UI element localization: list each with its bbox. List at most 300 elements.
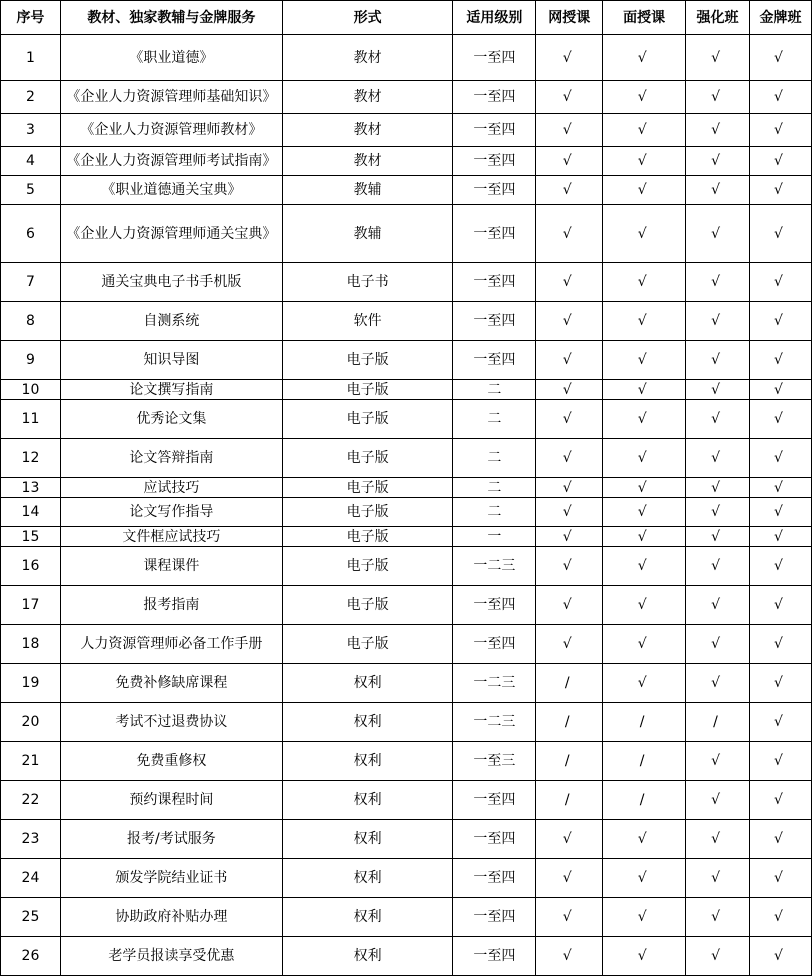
form-cell: 教材 xyxy=(282,35,453,81)
check-mark-icon: √ xyxy=(711,558,720,574)
row-number-cell: 25 xyxy=(1,898,61,937)
table-row xyxy=(1,742,812,781)
check-mark-icon: √ xyxy=(562,381,572,398)
check-mark-icon: √ xyxy=(562,870,572,886)
gold-class-mark-cell xyxy=(750,898,812,937)
gold-class-mark-cell xyxy=(750,703,812,742)
check-mark-icon: √ xyxy=(711,153,720,169)
check-mark-icon: √ xyxy=(562,153,572,169)
level-cell: 一至四 xyxy=(453,586,536,625)
check-mark-icon: √ xyxy=(562,450,572,466)
intensive-class-mark-cell xyxy=(686,114,750,147)
slash-mark-icon: / xyxy=(639,714,645,730)
check-mark-icon: √ xyxy=(711,49,720,66)
online-class-mark-cell xyxy=(536,35,603,81)
intensive-class-mark-cell xyxy=(686,625,750,664)
check-mark-icon: √ xyxy=(711,381,720,398)
slash-mark-icon: / xyxy=(564,714,570,730)
check-mark-icon: √ xyxy=(711,411,720,427)
gold-class-mark-cell xyxy=(750,781,812,820)
slash-mark-icon: / xyxy=(713,714,718,730)
table-row xyxy=(1,898,812,937)
check-mark-icon: √ xyxy=(637,313,647,329)
check-mark-icon: √ xyxy=(637,870,647,886)
table-row xyxy=(1,527,812,547)
item-name-cell: 课程课件 xyxy=(60,547,282,586)
row-number-cell: 15 xyxy=(1,527,61,547)
row-number-cell: 12 xyxy=(1,439,61,478)
check-mark-icon: √ xyxy=(774,792,783,808)
intensive-class-mark-cell xyxy=(686,205,750,263)
table-row xyxy=(1,820,812,859)
online-class-mark-cell xyxy=(536,81,603,114)
table-row xyxy=(1,859,812,898)
check-mark-icon: √ xyxy=(562,411,572,427)
check-mark-icon: √ xyxy=(774,182,783,198)
intensive-class-mark-cell xyxy=(686,898,750,937)
check-mark-icon: √ xyxy=(711,122,720,138)
online-class-mark-cell xyxy=(536,898,603,937)
check-mark-icon: √ xyxy=(562,909,572,925)
face-to-face-mark-cell xyxy=(603,527,686,547)
check-mark-icon: √ xyxy=(637,528,647,545)
gold-class-mark-cell xyxy=(750,859,812,898)
online-class-mark-cell xyxy=(536,937,603,976)
check-mark-icon: √ xyxy=(711,870,720,886)
online-class-mark-cell xyxy=(536,176,603,205)
check-mark-icon: √ xyxy=(562,636,572,652)
intensive-class-mark-cell xyxy=(686,478,750,498)
online-class-mark-cell xyxy=(536,400,603,439)
check-mark-icon: √ xyxy=(637,504,647,520)
intensive-class-mark-cell xyxy=(686,341,750,380)
gold-class-mark-cell xyxy=(750,527,812,547)
online-class-mark-cell xyxy=(536,625,603,664)
row-number-cell: 3 xyxy=(1,114,61,147)
gold-class-mark-cell xyxy=(750,147,812,176)
check-mark-icon: √ xyxy=(637,597,647,613)
row-number-cell: 14 xyxy=(1,498,61,527)
table-row xyxy=(1,176,812,205)
online-class-mark-cell xyxy=(536,498,603,527)
gold-class-mark-cell xyxy=(750,937,812,976)
gold-class-mark-cell xyxy=(750,547,812,586)
row-number-cell: 10 xyxy=(1,380,61,400)
check-mark-icon: √ xyxy=(711,909,720,925)
check-mark-icon: √ xyxy=(711,831,720,847)
check-mark-icon: √ xyxy=(774,714,783,730)
row-number-cell: 20 xyxy=(1,703,61,742)
face-to-face-mark-cell xyxy=(603,937,686,976)
item-name-cell: 协助政府补贴办理 xyxy=(60,898,282,937)
check-mark-icon: √ xyxy=(637,636,647,652)
slash-mark-icon: / xyxy=(639,753,645,769)
form-cell: 电子版 xyxy=(282,547,453,586)
table-row xyxy=(1,664,812,703)
table-row xyxy=(1,380,812,400)
item-name-cell: 论文撰写指南 xyxy=(60,380,282,400)
item-name-cell: 人力资源管理师必备工作手册 xyxy=(60,625,282,664)
level-cell: 二 xyxy=(453,439,536,478)
check-mark-icon: √ xyxy=(711,479,720,496)
check-mark-icon: √ xyxy=(637,122,647,138)
slash-mark-icon: / xyxy=(564,753,570,769)
check-mark-icon: √ xyxy=(562,504,572,520)
online-class-mark-cell xyxy=(536,664,603,703)
face-to-face-mark-cell xyxy=(603,586,686,625)
row-number-cell: 6 xyxy=(1,205,61,263)
level-cell: 二 xyxy=(453,380,536,400)
face-to-face-mark-cell xyxy=(603,781,686,820)
table-row xyxy=(1,478,812,498)
level-cell: 一至四 xyxy=(453,81,536,114)
face-to-face-mark-cell xyxy=(603,820,686,859)
check-mark-icon: √ xyxy=(774,49,783,66)
check-mark-icon: √ xyxy=(637,274,647,290)
level-cell: 一至四 xyxy=(453,205,536,263)
level-cell: 一至四 xyxy=(453,114,536,147)
form-cell: 电子版 xyxy=(282,527,453,547)
check-mark-icon: √ xyxy=(562,313,572,329)
face-to-face-mark-cell xyxy=(603,664,686,703)
check-mark-icon: √ xyxy=(637,831,647,847)
row-number-cell: 13 xyxy=(1,478,61,498)
online-class-mark-cell xyxy=(536,527,603,547)
item-name-cell: 免费补修缺席课程 xyxy=(60,664,282,703)
form-cell: 权利 xyxy=(282,937,453,976)
item-name-cell: 免费重修权 xyxy=(60,742,282,781)
intensive-class-mark-cell xyxy=(686,35,750,81)
form-cell: 电子书 xyxy=(282,263,453,302)
check-mark-icon: √ xyxy=(774,597,783,613)
online-class-mark-cell xyxy=(536,703,603,742)
row-number-cell: 11 xyxy=(1,400,61,439)
intensive-class-mark-cell xyxy=(686,302,750,341)
online-class-mark-cell xyxy=(536,781,603,820)
gold-class-mark-cell xyxy=(750,341,812,380)
item-name-cell: 老学员报读享受优惠 xyxy=(60,937,282,976)
gold-class-mark-cell xyxy=(750,498,812,527)
check-mark-icon: √ xyxy=(637,49,647,66)
table-row xyxy=(1,547,812,586)
gold-class-mark-cell xyxy=(750,625,812,664)
form-cell: 教材 xyxy=(282,81,453,114)
check-mark-icon: √ xyxy=(711,313,720,329)
form-cell: 电子版 xyxy=(282,341,453,380)
online-class-mark-cell xyxy=(536,439,603,478)
level-cell: 一至四 xyxy=(453,781,536,820)
check-mark-icon: √ xyxy=(774,675,783,691)
table-row xyxy=(1,439,812,478)
item-name-cell: 论文写作指导 xyxy=(60,498,282,527)
row-number-cell: 1 xyxy=(1,35,61,81)
check-mark-icon: √ xyxy=(774,558,783,574)
form-cell: 教辅 xyxy=(282,176,453,205)
slash-mark-icon: / xyxy=(639,792,645,808)
intensive-class-mark-cell xyxy=(686,820,750,859)
check-mark-icon: √ xyxy=(774,153,783,169)
check-mark-icon: √ xyxy=(774,352,783,368)
check-mark-icon: √ xyxy=(774,89,783,105)
check-mark-icon: √ xyxy=(711,225,720,242)
row-number-cell: 21 xyxy=(1,742,61,781)
intensive-class-mark-cell xyxy=(686,937,750,976)
item-name-cell: 应试技巧 xyxy=(60,478,282,498)
level-cell: 一至四 xyxy=(453,937,536,976)
level-cell: 一至三 xyxy=(453,742,536,781)
item-name-cell: 报考/考试服务 xyxy=(60,820,282,859)
form-cell: 软件 xyxy=(282,302,453,341)
online-class-mark-cell xyxy=(536,820,603,859)
level-cell: 一至四 xyxy=(453,302,536,341)
form-cell: 教材 xyxy=(282,147,453,176)
form-cell: 权利 xyxy=(282,781,453,820)
check-mark-icon: √ xyxy=(774,948,783,964)
check-mark-icon: √ xyxy=(774,831,783,847)
row-number-cell: 8 xyxy=(1,302,61,341)
online-class-mark-cell xyxy=(536,205,603,263)
level-cell: 一至四 xyxy=(453,263,536,302)
gold-class-mark-cell xyxy=(750,302,812,341)
form-cell: 电子版 xyxy=(282,380,453,400)
check-mark-icon: √ xyxy=(637,352,647,368)
intensive-class-mark-cell xyxy=(686,400,750,439)
check-mark-icon: √ xyxy=(711,274,720,290)
face-to-face-mark-cell xyxy=(603,35,686,81)
check-mark-icon: √ xyxy=(711,753,720,769)
table-row xyxy=(1,302,812,341)
level-cell: 一至四 xyxy=(453,859,536,898)
gold-class-mark-cell xyxy=(750,176,812,205)
level-cell: 一至四 xyxy=(453,625,536,664)
table-row xyxy=(1,114,812,147)
face-to-face-mark-cell xyxy=(603,263,686,302)
check-mark-icon: √ xyxy=(774,528,783,545)
check-mark-icon: √ xyxy=(711,948,720,964)
check-mark-icon: √ xyxy=(774,381,783,398)
intensive-class-mark-cell xyxy=(686,498,750,527)
level-cell: 一至四 xyxy=(453,147,536,176)
row-number-cell: 2 xyxy=(1,81,61,114)
item-name-cell: 论文答辩指南 xyxy=(60,439,282,478)
check-mark-icon: √ xyxy=(774,122,783,138)
face-to-face-mark-cell xyxy=(603,625,686,664)
check-mark-icon: √ xyxy=(562,597,572,613)
check-mark-icon: √ xyxy=(711,675,720,691)
online-class-mark-cell xyxy=(536,859,603,898)
row-number-cell: 17 xyxy=(1,586,61,625)
form-cell: 教材 xyxy=(282,114,453,147)
check-mark-icon: √ xyxy=(711,352,720,368)
level-cell: 二 xyxy=(453,400,536,439)
table-row xyxy=(1,781,812,820)
face-to-face-mark-cell xyxy=(603,859,686,898)
table-row xyxy=(1,147,812,176)
check-mark-icon: √ xyxy=(711,528,720,545)
check-mark-icon: √ xyxy=(774,636,783,652)
row-number-cell: 26 xyxy=(1,937,61,976)
online-class-mark-cell xyxy=(536,742,603,781)
check-mark-icon: √ xyxy=(562,274,572,290)
form-cell: 电子版 xyxy=(282,586,453,625)
check-mark-icon: √ xyxy=(774,313,783,329)
online-class-mark-cell xyxy=(536,302,603,341)
header-cell-form: 形式 xyxy=(282,1,453,35)
form-cell: 权利 xyxy=(282,742,453,781)
check-mark-icon: √ xyxy=(637,450,647,466)
check-mark-icon: √ xyxy=(637,153,647,169)
row-number-cell: 23 xyxy=(1,820,61,859)
header-row xyxy=(1,1,812,35)
gold-class-mark-cell xyxy=(750,742,812,781)
table-row xyxy=(1,341,812,380)
row-number-cell: 16 xyxy=(1,547,61,586)
table-row xyxy=(1,703,812,742)
item-name-cell: 考试不过退费协议 xyxy=(60,703,282,742)
gold-class-mark-cell xyxy=(750,380,812,400)
face-to-face-mark-cell xyxy=(603,439,686,478)
row-number-cell: 18 xyxy=(1,625,61,664)
table-row xyxy=(1,35,812,81)
level-cell: 一至四 xyxy=(453,820,536,859)
face-to-face-mark-cell xyxy=(603,114,686,147)
check-mark-icon: √ xyxy=(562,352,572,368)
gold-class-mark-cell xyxy=(750,35,812,81)
online-class-mark-cell xyxy=(536,263,603,302)
check-mark-icon: √ xyxy=(774,274,783,290)
check-mark-icon: √ xyxy=(711,792,720,808)
check-mark-icon: √ xyxy=(562,182,572,198)
intensive-class-mark-cell xyxy=(686,742,750,781)
item-name-cell: 颁发学院结业证书 xyxy=(60,859,282,898)
row-number-cell: 4 xyxy=(1,147,61,176)
level-cell: 一至四 xyxy=(453,176,536,205)
face-to-face-mark-cell xyxy=(603,478,686,498)
level-cell: 一二三 xyxy=(453,547,536,586)
online-class-mark-cell xyxy=(536,478,603,498)
face-to-face-mark-cell xyxy=(603,547,686,586)
online-class-mark-cell xyxy=(536,586,603,625)
gold-class-mark-cell xyxy=(750,400,812,439)
face-to-face-mark-cell xyxy=(603,341,686,380)
gold-class-mark-cell xyxy=(750,820,812,859)
face-to-face-mark-cell xyxy=(603,81,686,114)
item-name-cell: 知识导图 xyxy=(60,341,282,380)
row-number-cell: 5 xyxy=(1,176,61,205)
header-cell-level: 适用级别 xyxy=(453,1,536,35)
level-cell: 二 xyxy=(453,498,536,527)
check-mark-icon: √ xyxy=(637,225,647,242)
gold-class-mark-cell xyxy=(750,664,812,703)
table-row xyxy=(1,937,812,976)
intensive-class-mark-cell xyxy=(686,81,750,114)
check-mark-icon: √ xyxy=(637,479,647,496)
intensive-class-mark-cell xyxy=(686,263,750,302)
check-mark-icon: √ xyxy=(637,909,647,925)
gold-class-mark-cell xyxy=(750,263,812,302)
face-to-face-mark-cell xyxy=(603,147,686,176)
form-cell: 权利 xyxy=(282,820,453,859)
check-mark-icon: √ xyxy=(637,381,647,398)
header-cell-no: 序号 xyxy=(1,1,61,35)
check-mark-icon: √ xyxy=(562,831,572,847)
form-cell: 电子版 xyxy=(282,498,453,527)
check-mark-icon: √ xyxy=(774,450,783,466)
item-name-cell: 文件框应试技巧 xyxy=(60,527,282,547)
check-mark-icon: √ xyxy=(562,89,572,105)
check-mark-icon: √ xyxy=(711,597,720,613)
check-mark-icon: √ xyxy=(562,49,572,66)
face-to-face-mark-cell xyxy=(603,898,686,937)
intensive-class-mark-cell xyxy=(686,147,750,176)
item-name-cell: 《企业人力资源管理师通关宝典》 xyxy=(60,205,282,263)
intensive-class-mark-cell xyxy=(686,664,750,703)
intensive-class-mark-cell xyxy=(686,380,750,400)
row-number-cell: 9 xyxy=(1,341,61,380)
level-cell: 一至四 xyxy=(453,898,536,937)
form-cell: 电子版 xyxy=(282,478,453,498)
face-to-face-mark-cell xyxy=(603,400,686,439)
table-row xyxy=(1,263,812,302)
check-mark-icon: √ xyxy=(711,636,720,652)
item-name-cell: 报考指南 xyxy=(60,586,282,625)
gold-class-mark-cell xyxy=(750,81,812,114)
form-cell: 权利 xyxy=(282,898,453,937)
item-name-cell: 《企业人力资源管理师考试指南》 xyxy=(60,147,282,176)
table-body xyxy=(1,35,812,976)
row-number-cell: 24 xyxy=(1,859,61,898)
header-cell-intensive: 强化班 xyxy=(686,1,750,35)
intensive-class-mark-cell xyxy=(686,527,750,547)
face-to-face-mark-cell xyxy=(603,703,686,742)
item-name-cell: 《职业道德》 xyxy=(60,35,282,81)
level-cell: 一二三 xyxy=(453,664,536,703)
gold-class-mark-cell xyxy=(750,439,812,478)
check-mark-icon: √ xyxy=(774,225,783,242)
row-number-cell: 19 xyxy=(1,664,61,703)
level-cell: 一至四 xyxy=(453,35,536,81)
slash-mark-icon: / xyxy=(564,792,570,808)
table-row xyxy=(1,205,812,263)
check-mark-icon: √ xyxy=(774,411,783,427)
check-mark-icon: √ xyxy=(711,89,720,105)
intensive-class-mark-cell xyxy=(686,859,750,898)
check-mark-icon: √ xyxy=(774,753,783,769)
check-mark-icon: √ xyxy=(637,558,647,574)
check-mark-icon: √ xyxy=(562,479,572,496)
check-mark-icon: √ xyxy=(637,675,647,691)
face-to-face-mark-cell xyxy=(603,498,686,527)
face-to-face-mark-cell xyxy=(603,302,686,341)
gold-class-mark-cell xyxy=(750,586,812,625)
online-class-mark-cell xyxy=(536,380,603,400)
form-cell: 电子版 xyxy=(282,400,453,439)
online-class-mark-cell xyxy=(536,114,603,147)
check-mark-icon: √ xyxy=(637,948,647,964)
level-cell: 一至四 xyxy=(453,341,536,380)
header-cell-online: 网授课 xyxy=(536,1,603,35)
check-mark-icon: √ xyxy=(562,558,572,574)
row-number-cell: 22 xyxy=(1,781,61,820)
row-number-cell: 7 xyxy=(1,263,61,302)
check-mark-icon: √ xyxy=(711,450,720,466)
online-class-mark-cell xyxy=(536,341,603,380)
face-to-face-mark-cell xyxy=(603,205,686,263)
item-name-cell: 《职业道德通关宝典》 xyxy=(60,176,282,205)
check-mark-icon: √ xyxy=(637,182,647,198)
item-name-cell: 优秀论文集 xyxy=(60,400,282,439)
intensive-class-mark-cell xyxy=(686,547,750,586)
